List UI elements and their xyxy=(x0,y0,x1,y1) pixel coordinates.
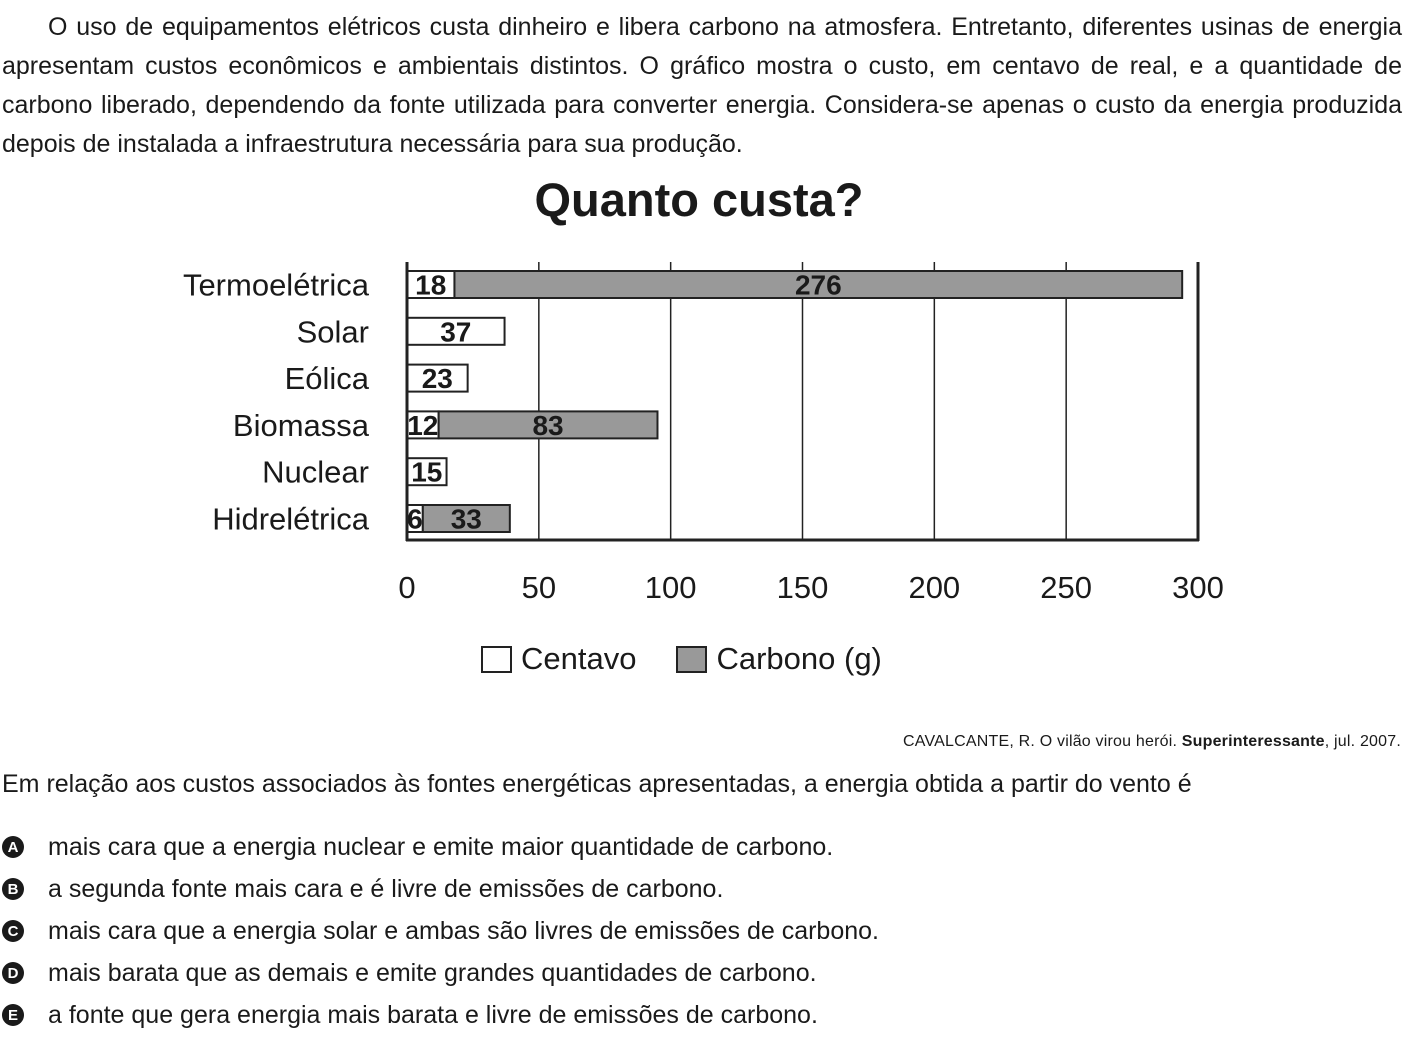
data-label-carbono-3: 83 xyxy=(532,409,564,441)
category-label-1: Solar xyxy=(296,314,369,350)
x-tick-label-150: 150 xyxy=(776,570,829,605)
x-tick-label-300: 300 xyxy=(1172,570,1224,605)
chart-title: Quanto custa? xyxy=(534,173,864,226)
x-tick-label-250: 250 xyxy=(1040,570,1093,605)
option-c-text: mais cara que a energia solar e ambas são livres de emissões de carbono. xyxy=(48,916,879,945)
source-publication: Superinteressante xyxy=(1181,733,1325,750)
legend-swatch-centavo xyxy=(481,646,512,673)
data-label-centavo-0: 18 xyxy=(415,269,447,301)
x-tick-label-200: 200 xyxy=(908,570,961,605)
data-label-centavo-1: 37 xyxy=(440,316,472,348)
category-label-4: Nuclear xyxy=(262,454,369,490)
option-b-text: a segunda fonte mais cara e é livre de emissões de carbono. xyxy=(48,874,724,903)
chart-legend xyxy=(481,640,922,678)
legend-swatch-carbono xyxy=(676,646,707,673)
option-a-letter: A xyxy=(2,836,24,858)
source-prefix: CAVALCANTE, R. O vilão virou herói. xyxy=(903,733,1178,750)
data-label-centavo-2: 23 xyxy=(421,363,453,395)
option-d[interactable] xyxy=(2,952,879,994)
option-e-text: a fonte que gera energia mais barata e livre de emissões de carbono. xyxy=(48,1000,818,1029)
option-b[interactable] xyxy=(2,868,879,910)
legend-item-carbono xyxy=(676,641,881,677)
legend-label-carbono: Carbono (g) xyxy=(716,641,882,676)
source-suffix: , jul. 2007. xyxy=(1324,733,1401,750)
x-tick-label-0: 0 xyxy=(398,570,416,605)
option-d-letter: D xyxy=(2,962,24,984)
data-label-centavo-5: 6 xyxy=(407,503,423,535)
category-label-5: Hidrelétrica xyxy=(212,501,369,537)
question-text: Em relação aos custos associados às fontes energéticas apresentadas, a energia obtida a partir do vento é xyxy=(2,770,1192,798)
data-label-centavo-4: 15 xyxy=(411,456,443,488)
data-label-carbono-0: 276 xyxy=(794,269,842,301)
category-label-0: Termoelétrica xyxy=(182,267,369,303)
legend-item-centavo xyxy=(481,641,636,677)
option-c[interactable] xyxy=(2,910,879,952)
option-c-letter: C xyxy=(2,920,24,942)
source-citation xyxy=(903,733,1401,751)
category-label-2: Eólica xyxy=(284,361,369,397)
option-a-text: mais cara que a energia nuclear e emite maior quantidade de carbono. xyxy=(48,832,834,861)
data-label-centavo-3: 12 xyxy=(407,409,439,441)
answer-options xyxy=(2,826,879,1036)
bar-chart xyxy=(0,240,1410,640)
x-tick-label-50: 50 xyxy=(521,570,557,605)
data-label-carbono-5: 33 xyxy=(450,503,482,535)
option-a[interactable] xyxy=(2,826,879,868)
option-b-letter: B xyxy=(2,878,24,900)
category-label-3: Biomassa xyxy=(232,407,369,443)
intro-text: O uso de equipamentos elétricos custa dinheiro e libera carbono na atmosfera. Entretanto, diferentes usinas de energia apresentam custos econômicos e ambientais distintos. O gráfico mostra o custo, em centavo de real, e a quantidade de carbono liberado, dependendo da fonte utilizada para converter energia. Considera-se apenas o custo da energia produzida depois de instalada a infraestrutura necessária para sua produção. xyxy=(2,13,1402,158)
option-e-letter: E xyxy=(2,1004,24,1026)
x-tick-label-100: 100 xyxy=(644,570,697,605)
option-d-text: mais barata que as demais e emite grandes quantidades de carbono. xyxy=(48,958,817,987)
legend-label-centavo: Centavo xyxy=(521,641,637,676)
option-e[interactable] xyxy=(2,994,879,1036)
